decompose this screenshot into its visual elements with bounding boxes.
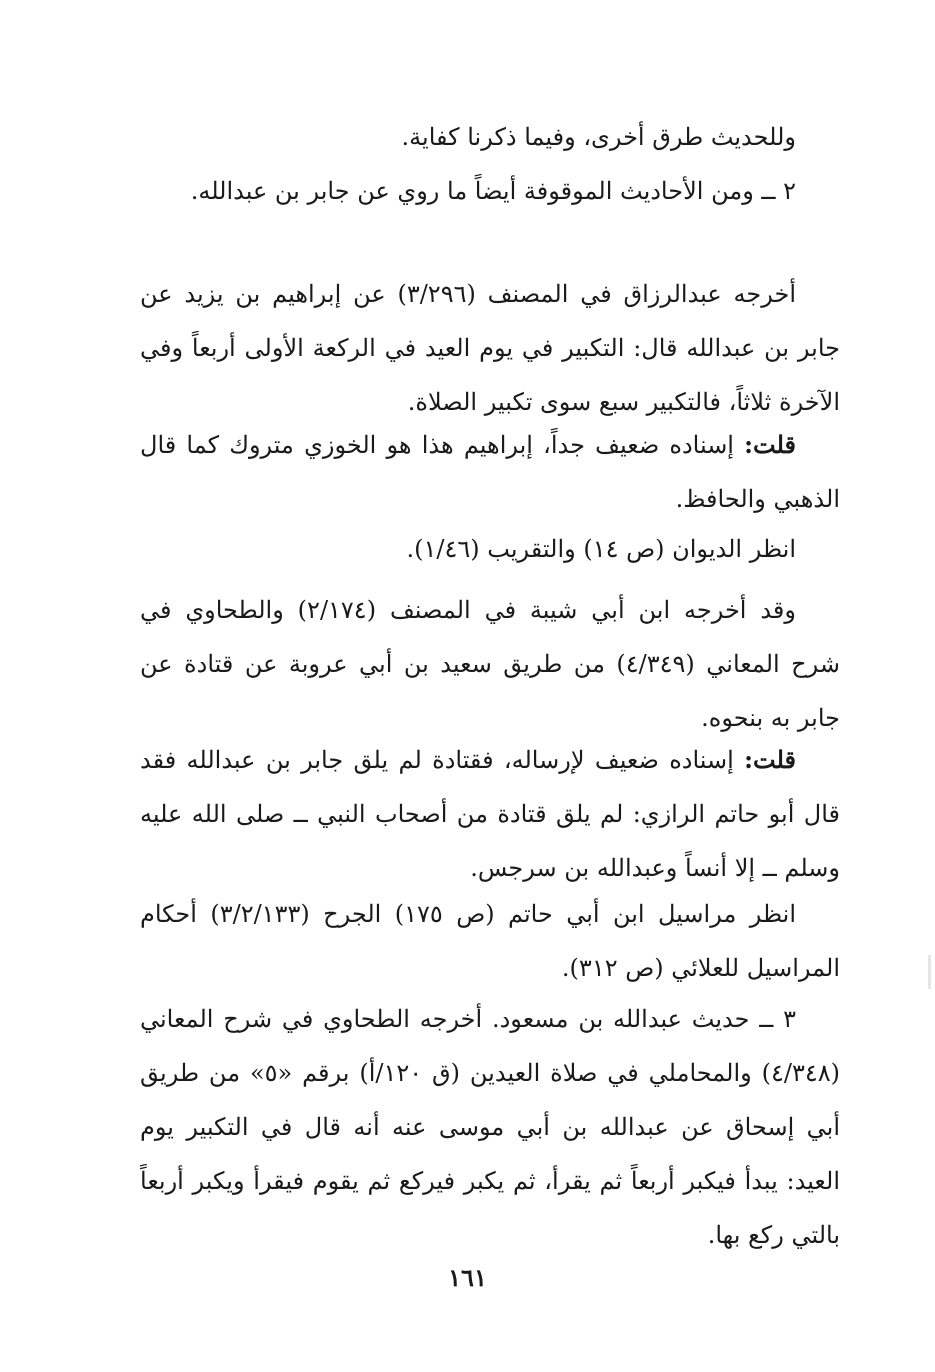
paragraph-text: انظر مراسيل ابن أبي حاتم (ص ١٧٥) الجرح (٣/٢/١٣٣) أحكام المراسيل للعلائي (ص ٣١٢). xyxy=(140,900,840,982)
paragraph-3 xyxy=(140,267,840,429)
paragraph-9 xyxy=(140,992,840,1262)
paragraph-6 xyxy=(140,583,840,745)
scan-margin-mark xyxy=(928,955,931,989)
note-label: قلت: xyxy=(744,430,796,459)
paragraph-text: وللحديث طرق أخرى، وفيما ذكرنا كفاية. xyxy=(401,123,796,151)
paragraph-4 xyxy=(140,418,840,526)
paragraph-text: انظر الديوان (ص ١٤) والتقريب (١/٤٦). xyxy=(406,535,796,563)
paragraph-text: إسناده ضعيف جداً، إبراهيم هذا هو الخوزي متروك كما قال الذهبي والحافظ. xyxy=(140,431,840,513)
paragraph-text: ٢ ــ ومن الأحاديث الموقوفة أيضاً ما روي عن جابر بن عبدالله. xyxy=(190,177,796,205)
paragraph-text: إسناده ضعيف لإرساله، فقتادة لم يلق جابر بن عبدالله فقد قال أبو حاتم الرازي: لم يلق قتادة من أصحاب النبي ــ صلى الله عليه وسلم ــ إلا أنساً وعبدالله بن سرجس. xyxy=(140,746,840,882)
paragraph-text: ٣ ــ حديث عبدالله بن مسعود. أخرجه الطحاوي في شرح المعاني (٤/٣٤٨) والمحاملي في صلاة العيدين (ق ١٢٠/أ) برقم «٥» من طريق أبي إسحاق عن عبدالله بن أبي موسى عنه أنه قال في التكبير يوم العيد: يبدأ فيكبر أربعاً ثم يقرأ، ثم يكبر فيركع ثم يقوم فيقرأ ويكبر أربعاً بالتي ركع بها. xyxy=(140,1005,840,1249)
paragraph-2 xyxy=(140,164,840,218)
note-label: قلت: xyxy=(744,745,796,774)
paragraph-5 xyxy=(140,522,840,576)
paragraph-8 xyxy=(140,887,840,995)
page-number: ١٦١ xyxy=(448,1263,487,1292)
paragraph-text: أخرجه عبدالرزاق في المصنف (٣/٢٩٦) عن إبراهيم بن يزيد عن جابر بن عبدالله قال: التكبير في يوم العيد في الركعة الأولى أربعاً وفي الآخرة ثلاثاً، فالتكبير سبع سوى تكبير الصلاة. xyxy=(140,280,840,416)
paragraph-text: وقد أخرجه ابن أبي شيبة في المصنف (٢/١٧٤) والطحاوي في شرح المعاني (٤/٣٤٩) من طريق سعيد بن أبي عروبة عن قتادة عن جابر به بنحوه. xyxy=(140,596,840,732)
paragraph-1 xyxy=(140,110,840,164)
paragraph-7 xyxy=(140,733,840,895)
